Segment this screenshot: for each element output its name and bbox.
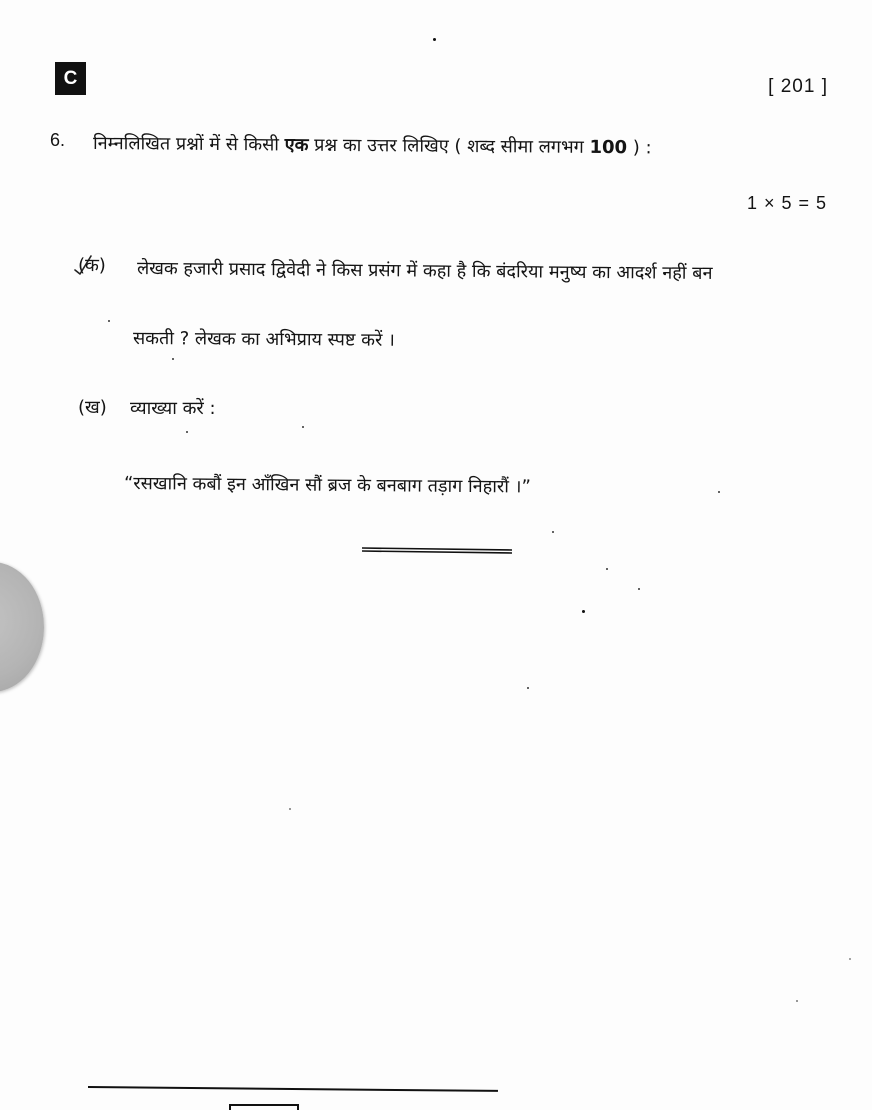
option-b-quote: “रसखानि कबौं इन आँखिन सौं ब्रज के बनबाग तड़ाग निहारौं ।” <box>123 473 531 498</box>
footer-rule <box>88 1086 498 1092</box>
scan-speck <box>527 687 529 689</box>
scan-speck <box>796 1000 798 1002</box>
option-b-label: (ख) <box>78 397 107 418</box>
question-number: 6. <box>50 130 66 150</box>
set-code-badge: C <box>55 62 86 95</box>
option-b-text: व्याख्या करें : <box>130 398 216 419</box>
word-limit: 100 <box>589 136 628 159</box>
page-number: [ 201 ] <box>768 76 828 97</box>
scan-speck <box>433 38 436 41</box>
scan-speck <box>552 531 554 533</box>
question-instruction <box>93 131 652 159</box>
scan-speck <box>718 491 720 493</box>
option-a-text-line2: सकती ? लेखक का अभिप्राय स्पष्ट करें । <box>132 328 395 351</box>
instruction-emphasis: एक <box>284 134 309 156</box>
scan-speck <box>638 588 640 590</box>
scan-speck <box>172 358 174 360</box>
footer-box <box>229 1104 299 1110</box>
scan-speck <box>302 426 304 428</box>
instruction-text-end: ) : <box>626 137 652 159</box>
binder-hole <box>0 562 44 692</box>
scan-speck <box>582 610 585 613</box>
option-a-label: (क) <box>77 255 106 277</box>
marks-allocation: 1 × 5 = 5 <box>746 193 826 213</box>
option-a-text-line1: लेखक हजारी प्रसाद द्विवेदी ने किस प्रसंग में कहा है कि बंदरिया मनुष्य का आदर्श नहीं बन <box>136 258 713 285</box>
scan-speck <box>108 320 110 322</box>
scan-speck <box>186 431 188 433</box>
scan-speck <box>849 958 851 960</box>
instruction-text-start: निम्नलिखित प्रश्नों में से किसी <box>92 133 285 156</box>
scan-speck <box>289 808 291 810</box>
scan-speck <box>606 568 608 570</box>
end-of-question-rule <box>362 545 512 555</box>
instruction-text-middle: प्रश्न का उत्तर लिखिए ( शब्द सीमा लगभग <box>308 134 590 158</box>
